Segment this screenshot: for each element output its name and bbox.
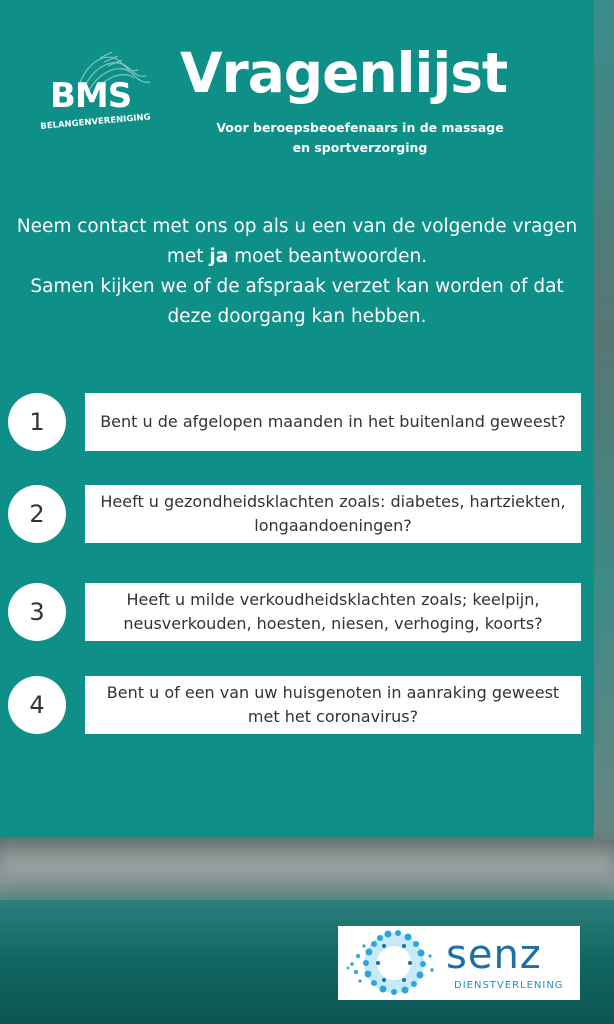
senz-circle-logo-icon bbox=[338, 926, 442, 1000]
intro-text bbox=[10, 212, 584, 332]
senz-logo bbox=[338, 926, 580, 1000]
question-number: 1 bbox=[8, 393, 66, 451]
bms-logo bbox=[38, 48, 160, 144]
question-text: Heeft u milde verkoudheidsklachten zoals; keelpijn, neusverkouden, hoesten, niesen, verhoging, koorts? bbox=[85, 583, 581, 641]
question-item bbox=[0, 676, 594, 738]
background-blur-band bbox=[0, 836, 614, 906]
senz-logo-subtext: DIENSTVERLENING bbox=[454, 980, 564, 991]
intro-part2: moet beantwoorden. bbox=[228, 246, 428, 267]
question-text: Bent u de afgelopen maanden in het buitenland geweest? bbox=[85, 393, 581, 451]
bms-logo-text: BMS bbox=[50, 76, 132, 116]
question-item bbox=[0, 583, 594, 645]
intro-part1: Neem contact met ons op als u een van de volgende vragen met bbox=[16, 216, 578, 267]
senz-logo-text: senz bbox=[446, 932, 542, 978]
question-number: 4 bbox=[8, 676, 66, 734]
bms-logo-subtext: BELANGENVERENIGING bbox=[40, 112, 151, 132]
question-item bbox=[0, 485, 594, 547]
background-edge bbox=[594, 0, 614, 840]
question-number: 2 bbox=[8, 485, 66, 543]
question-text: Heeft u gezondheidsklachten zoals: diabetes, hartziekten, longaandoeningen? bbox=[85, 485, 581, 543]
intro-line2: Samen kijken we of de afspraak verzet kan worden of dat deze doorgang kan hebben. bbox=[30, 276, 564, 327]
page-title: Vragenlijst bbox=[180, 41, 508, 105]
question-text: Bent u of een van uw huisgenoten in aanraking geweest met het coronavirus? bbox=[85, 676, 581, 734]
question-number: 3 bbox=[8, 583, 66, 641]
page-subtitle: Voor beroepsbeoefenaars in de massage en sportverzorging bbox=[216, 120, 504, 155]
intro-bold: ja bbox=[209, 246, 229, 267]
question-item bbox=[0, 393, 594, 455]
